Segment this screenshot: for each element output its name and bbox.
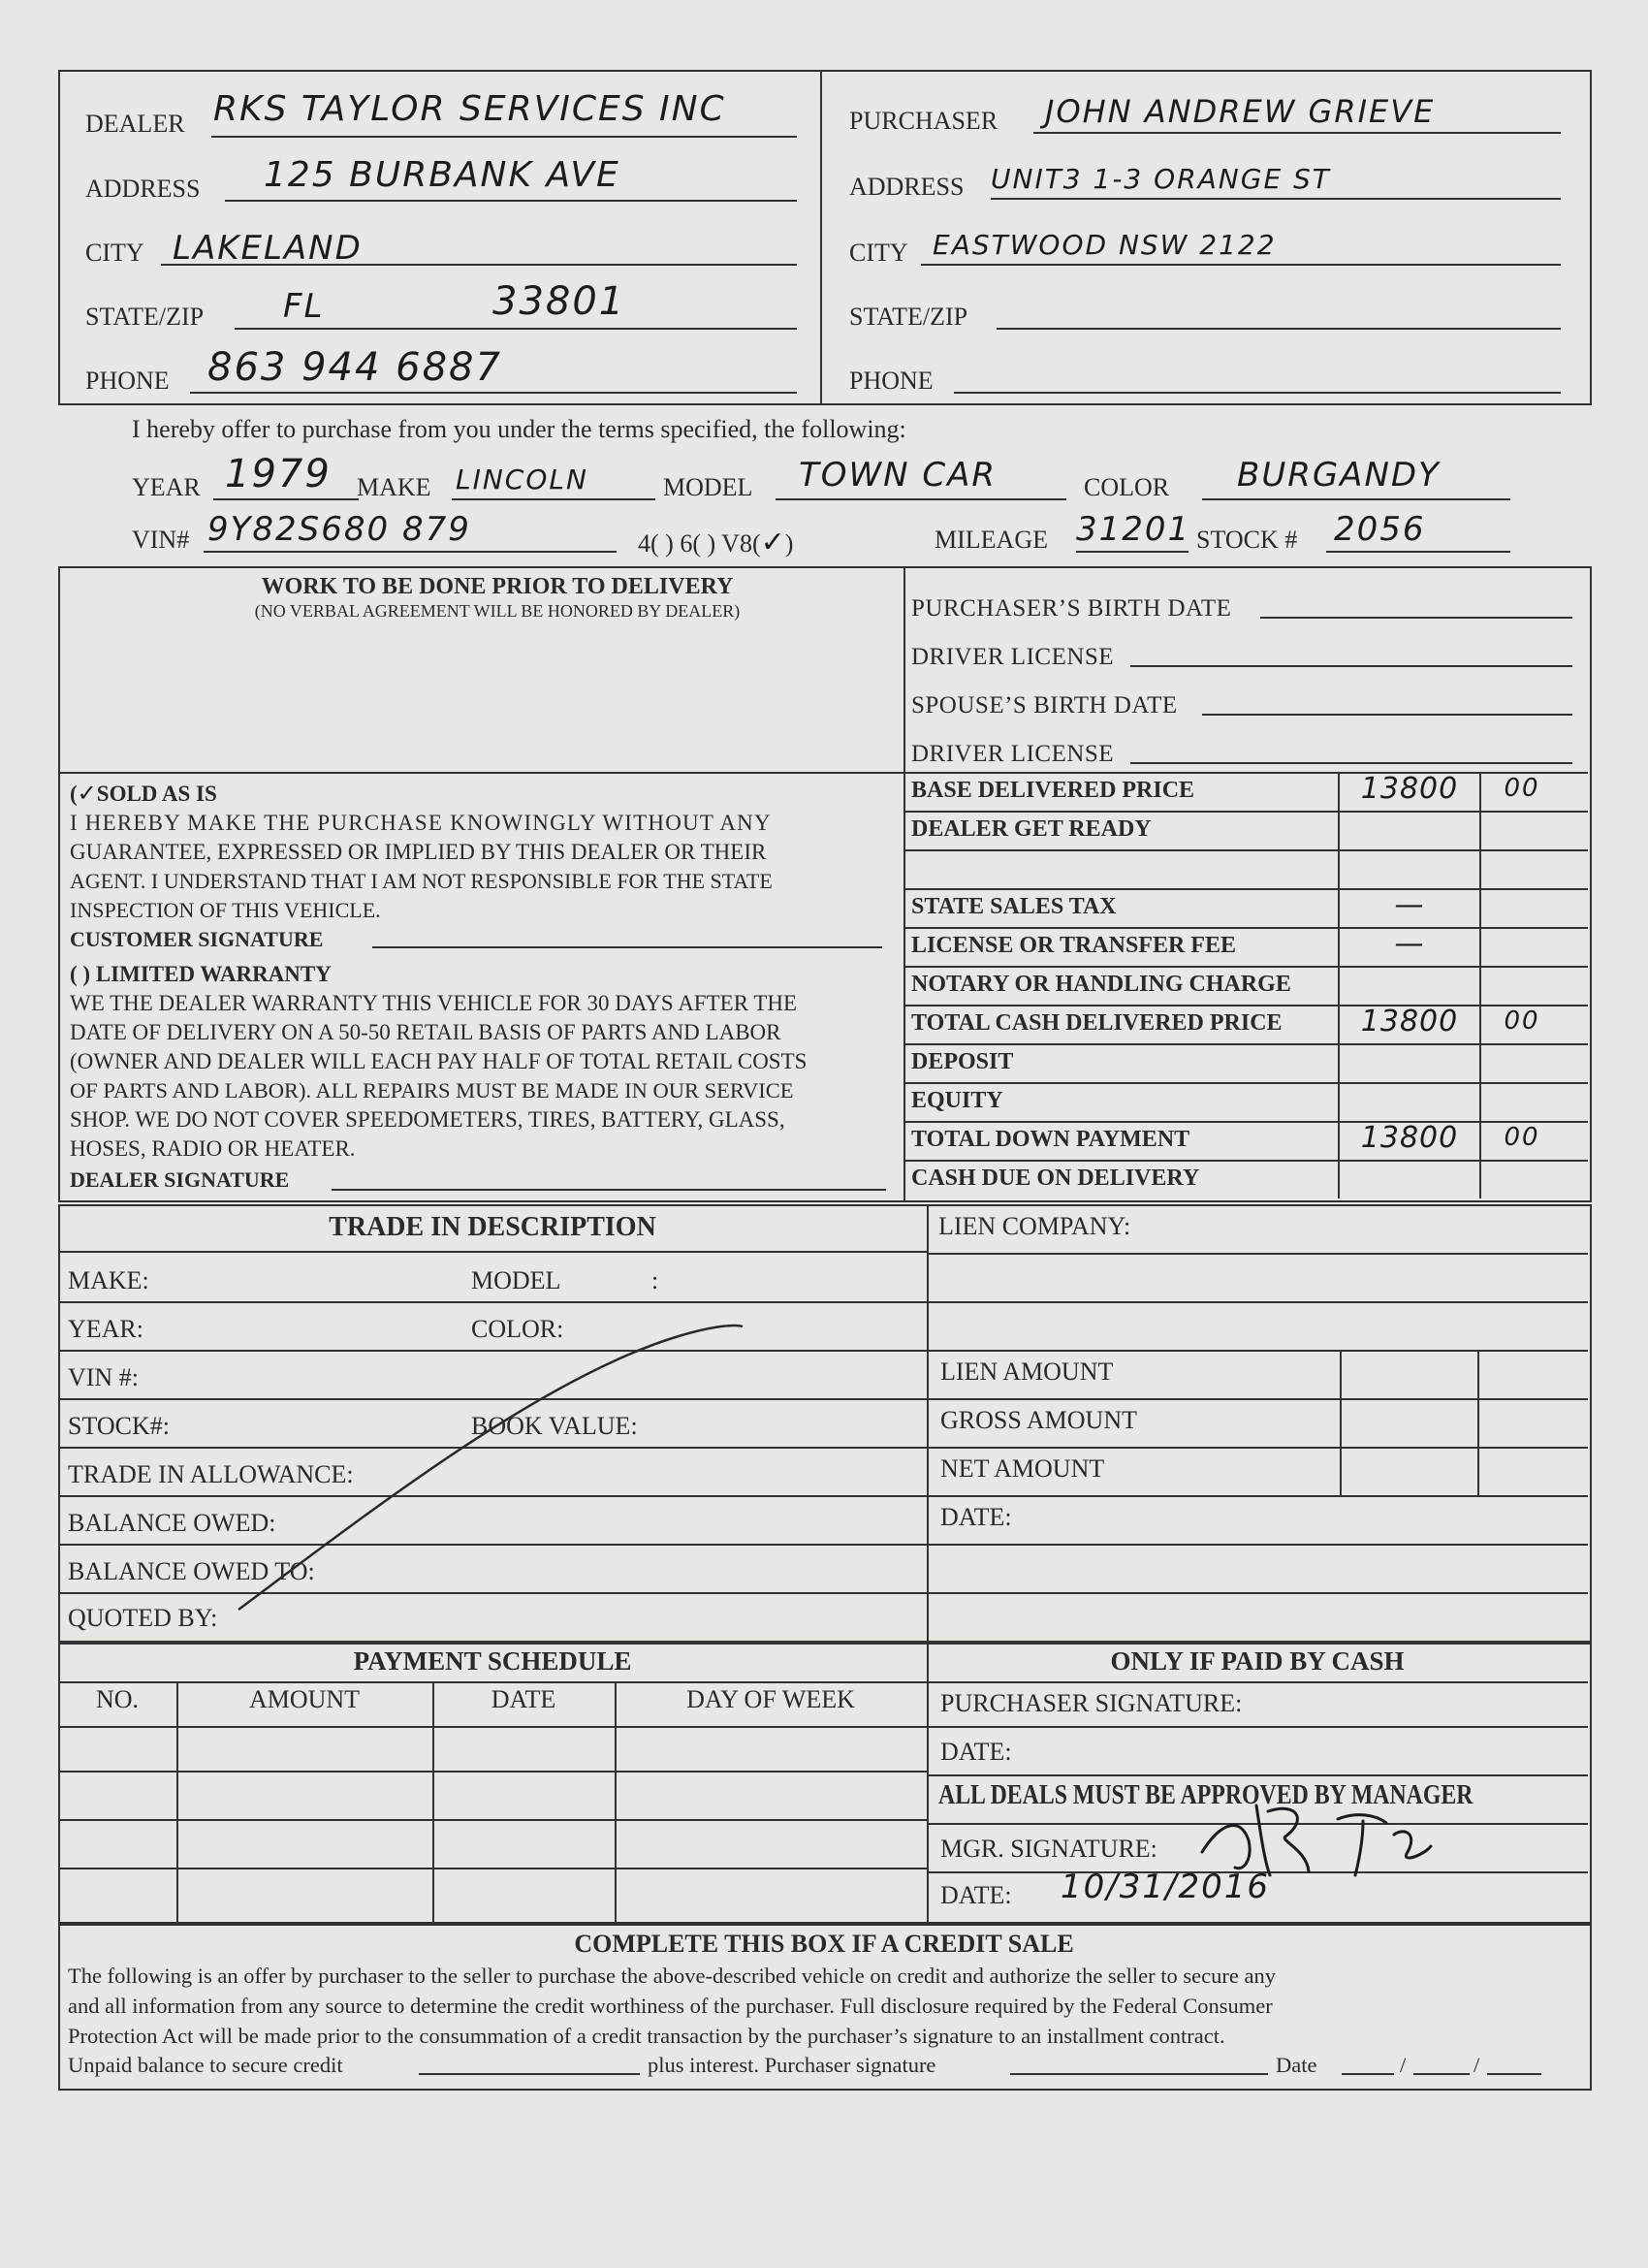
trade-stock-label: STOCK#:	[68, 1412, 170, 1440]
payment-row-line-1	[58, 1726, 929, 1728]
credit-date-slash-1: /	[1400, 2053, 1407, 2077]
dealer-signature-label: DEALER SIGNATURE	[70, 1167, 290, 1192]
payment-row-line-2	[58, 1771, 929, 1773]
driver-license-2-label: DRIVER LICENSE	[911, 741, 1115, 767]
engine-options-label: 4( ) 6( ) V8(	[638, 529, 761, 558]
credit-date-line-1	[1342, 2073, 1394, 2075]
purchaser-address-label: ADDRESS	[849, 173, 965, 201]
purchaser-credit-signature-line	[1010, 2073, 1268, 2075]
warranty-line-6: HOSES, RADIO OR HEATER.	[70, 1136, 356, 1161]
dealer-phone-label: PHONE	[85, 367, 170, 395]
dealer-statezip-label: STATE/ZIP	[85, 303, 205, 331]
engine-v8-check[interactable]: ✓	[760, 526, 785, 559]
dealer-city-label: CITY	[85, 239, 144, 267]
lien-amount-label: LIEN AMOUNT	[940, 1358, 1114, 1386]
purchaser-statezip-label: STATE/ZIP	[849, 303, 968, 331]
cash-row-line-1	[927, 1681, 1588, 1683]
engine-options-close: )	[784, 529, 794, 558]
limited-warranty-title: ( ) LIMITED WARRANTY	[70, 962, 332, 986]
credit-date-slash-2: /	[1474, 2053, 1480, 2077]
trade-balance-owed-to-label: BALANCE OWED TO:	[68, 1557, 315, 1585]
trade-title: TRADE IN DESCRIPTION	[329, 1212, 656, 1242]
gross-amount-label: GROSS AMOUNT	[940, 1406, 1137, 1434]
payment-col-line-3	[615, 1681, 617, 1922]
vin-label: VIN#	[132, 526, 190, 554]
pricing-row-cents[interactable]: 00	[1504, 774, 1540, 803]
work-title: WORK TO BE DONE PRIOR TO DELIVERY	[261, 574, 734, 599]
trade-allowance-label: TRADE IN ALLOWANCE:	[68, 1460, 354, 1488]
payment-header-no: NO.	[95, 1685, 140, 1713]
trade-make-label: MAKE:	[68, 1266, 149, 1294]
lien-date-label: DATE:	[940, 1503, 1012, 1531]
color-label: COLOR	[1084, 473, 1170, 501]
dealer-phone-value[interactable]: 863 944 6887	[207, 345, 502, 390]
pricing-row-cents[interactable]: 00	[1504, 1123, 1540, 1152]
dealer-label: DEALER	[85, 110, 185, 138]
lien-row-line-8	[927, 1592, 1588, 1594]
sold-as-is-label: SOLD AS IS	[96, 782, 217, 806]
lien-company-label: LIEN COMPANY:	[938, 1212, 1131, 1240]
warranty-line-5: SHOP. WE DO NOT COVER SPEEDOMETERS, TIRES, BATTERY, GLASS,	[70, 1107, 785, 1132]
pricing-row-label: DEALER GET READY	[911, 816, 1152, 842]
credit-line-1: The following is an offer by purchaser to the seller to purchase the above-described vehicle on credit and authorize the seller to secure any	[68, 1964, 1276, 1988]
pricing-row-label: STATE SALES TAX	[911, 894, 1117, 919]
driver-license-label: DRIVER LICENSE	[911, 644, 1115, 670]
payment-header-amount: AMOUNT	[248, 1685, 361, 1713]
cash-title: ONLY IF PAID BY CASH	[1110, 1646, 1405, 1676]
mileage-label: MILEAGE	[935, 526, 1048, 554]
stock-label: STOCK #	[1196, 526, 1298, 554]
lien-row-line-6	[927, 1495, 1588, 1497]
pricing-row-label: LICENSE OR TRANSFER FEE	[911, 933, 1236, 958]
make-label: MAKE	[357, 473, 431, 501]
lien-amount-divider-2	[1477, 1350, 1479, 1495]
model-value[interactable]: TOWN CAR	[799, 456, 998, 495]
spouse-birth-date-label: SPOUSE’S BIRTH DATE	[911, 692, 1178, 719]
payment-row-line-4	[58, 1868, 929, 1869]
lien-row-line-7	[927, 1544, 1588, 1546]
sold-as-is-check[interactable]: ✓	[77, 780, 97, 807]
trade-year-label: YEAR:	[68, 1315, 143, 1343]
manager-signature-label: MGR. SIGNATURE:	[940, 1835, 1157, 1863]
lien-row-line-3	[927, 1350, 1588, 1352]
purchaser-label: PURCHASER	[849, 107, 998, 135]
trade-quoted-by-label: QUOTED BY:	[68, 1604, 218, 1632]
trade-balance-owed-label: BALANCE OWED:	[68, 1509, 276, 1537]
dealer-zip-value[interactable]: 33801	[492, 279, 626, 324]
warranty-line-1: WE THE DEALER WARRANTY THIS VEHICLE FOR 30 DAYS AFTER THE	[70, 991, 798, 1015]
color-value[interactable]: BURGANDY	[1237, 456, 1441, 495]
model-label: MODEL	[663, 473, 753, 501]
dealer-address-value[interactable]: 125 BURBANK AVE	[264, 155, 620, 195]
customer-signature-label: CUSTOMER SIGNATURE	[70, 927, 324, 951]
payment-col-line-1	[176, 1681, 178, 1922]
unpaid-balance-label: Unpaid balance to secure credit	[68, 2053, 343, 2077]
dealer-value[interactable]: RKS TAYLOR SERVICES INC	[213, 89, 726, 129]
lien-row-line-4	[927, 1398, 1588, 1400]
payment-col-line-2	[432, 1681, 434, 1922]
credit-title: COMPLETE THIS BOX IF A CREDIT SALE	[574, 1930, 1074, 1958]
mileage-value[interactable]: 31201	[1076, 510, 1191, 549]
pricing-row-label: BASE DELIVERED PRICE	[911, 778, 1195, 803]
payment-header-date: DATE	[491, 1685, 556, 1713]
plus-interest-label: plus interest. Purchaser signature	[648, 2053, 936, 2077]
purchaser-signature-label: PURCHASER SIGNATURE:	[940, 1689, 1243, 1717]
lien-row-line-2	[927, 1301, 1588, 1303]
unpaid-balance-line	[419, 2073, 640, 2075]
payment-schedule-title: PAYMENT SCHEDULE	[353, 1646, 632, 1676]
credit-line-2: and all information from any source to determine the credit worthiness of the purchaser. Full disclosure required by the Federal Consumer	[68, 1994, 1273, 2018]
pricing-row-label: NOTARY OR HANDLING CHARGE	[911, 972, 1291, 997]
manager-date-value[interactable]: 10/31/2016	[1061, 1868, 1270, 1906]
credit-date-label: Date	[1276, 2053, 1317, 2077]
payment-header-day: DAY OF WEEK	[686, 1685, 855, 1713]
pricing-row-dollars[interactable]: 13800	[1360, 1121, 1459, 1155]
trade-model-colon: :	[651, 1266, 659, 1294]
payment-row-line-3	[58, 1819, 929, 1821]
purchaser-value[interactable]: JOHN ANDREW GRIEVE	[1045, 93, 1436, 130]
pricing-row-label: EQUITY	[911, 1088, 1003, 1113]
work-subtitle: (NO VERBAL AGREEMENT WILL BE HONORED BY DEALER)	[254, 601, 741, 621]
pricing-row-label: TOTAL CASH DELIVERED PRICE	[911, 1010, 1283, 1036]
lien-row-line-1	[927, 1253, 1588, 1255]
pricing-row-dollars[interactable]: 13800	[1360, 772, 1459, 806]
purchaser-birth-date-label: PURCHASER’S BIRTH DATE	[911, 595, 1232, 622]
pricing-row-cents[interactable]: 00	[1504, 1006, 1540, 1036]
sold-as-is-line-4: INSPECTION OF THIS VEHICLE.	[70, 898, 381, 922]
payment-header-line	[58, 1681, 929, 1683]
sold-as-is-line-1: I HEREBY MAKE THE PURCHASE KNOWINGLY WITHOUT ANY	[70, 811, 772, 835]
year-label: YEAR	[132, 473, 201, 501]
warranty-line-3: (OWNER AND DEALER WILL EACH PAY HALF OF TOTAL RETAIL COSTS	[70, 1049, 808, 1073]
offer-statement: I hereby offer to purchase from you under the terms specified, the following:	[132, 415, 906, 443]
purchaser-city-label: CITY	[849, 239, 908, 267]
cash-row-line-2	[927, 1726, 1588, 1728]
vin-value[interactable]: 9Y82S680 879	[207, 510, 471, 549]
lien-amount-divider-1	[1340, 1350, 1342, 1495]
credit-date-line-2	[1413, 2073, 1470, 2075]
purchaser-phone-label: PHONE	[849, 367, 934, 395]
net-amount-label: NET AMOUNT	[940, 1454, 1105, 1483]
credit-line-3: Protection Act will be made prior to the consummation of a credit transaction by the purchaser’s signature to an installment contract.	[68, 2024, 1225, 2048]
pricing-row-dollars[interactable]: —	[1394, 888, 1425, 922]
cash-row-line-3	[927, 1774, 1588, 1776]
dealer-city-value[interactable]: LAKELAND	[173, 229, 363, 268]
make-value[interactable]: LINCOLN	[456, 463, 588, 495]
purchaser-city-value[interactable]: EASTWOOD NSW 2122	[933, 229, 1277, 261]
warranty-line-2: DATE OF DELIVERY ON A 50-50 RETAIL BASIS OF PARTS AND LABOR	[70, 1020, 781, 1044]
pricing-row-label: DEPOSIT	[911, 1049, 1014, 1074]
trade-book-value-label: BOOK VALUE:	[471, 1412, 638, 1440]
pricing-row-label: CASH DUE ON DELIVERY	[911, 1166, 1200, 1191]
sold-as-is-line-3: AGENT. I UNDERSTAND THAT I AM NOT RESPONSIBLE FOR THE STATE	[70, 869, 773, 893]
sold-as-is-line-2: GUARANTEE, EXPRESSED OR IMPLIED BY THIS DEALER OR THEIR	[70, 840, 767, 864]
dealer-address-label: ADDRESS	[85, 175, 201, 203]
purchaser-address-value[interactable]: UNIT3 1-3 ORANGE ST	[991, 163, 1331, 195]
warranty-line-4: OF PARTS AND LABOR). ALL REPAIRS MUST BE MADE IN OUR SERVICE	[70, 1078, 794, 1102]
sold-as-is-paren: (	[70, 782, 78, 806]
manager-date-label: DATE:	[940, 1881, 1012, 1909]
credit-date-line-3	[1487, 2073, 1541, 2075]
trade-model-label: MODEL	[471, 1266, 561, 1294]
cash-date-label: DATE:	[940, 1738, 1012, 1766]
year-value[interactable]: 1979	[225, 452, 332, 496]
trade-color-label: COLOR:	[471, 1315, 564, 1343]
lien-row-line-5	[927, 1447, 1588, 1449]
pricing-row-label: TOTAL DOWN PAYMENT	[911, 1127, 1190, 1152]
pricing-row-dollars[interactable]: 13800	[1360, 1005, 1459, 1038]
stock-value[interactable]: 2056	[1334, 510, 1426, 549]
pricing-row-dollars[interactable]: —	[1394, 927, 1425, 961]
dealer-state-value[interactable]: FL	[283, 287, 325, 326]
trade-vin-label: VIN #:	[68, 1363, 139, 1391]
manager-approval-note: ALL DEALS MUST BE APPROVED BY MANAGER	[938, 1780, 1474, 1810]
